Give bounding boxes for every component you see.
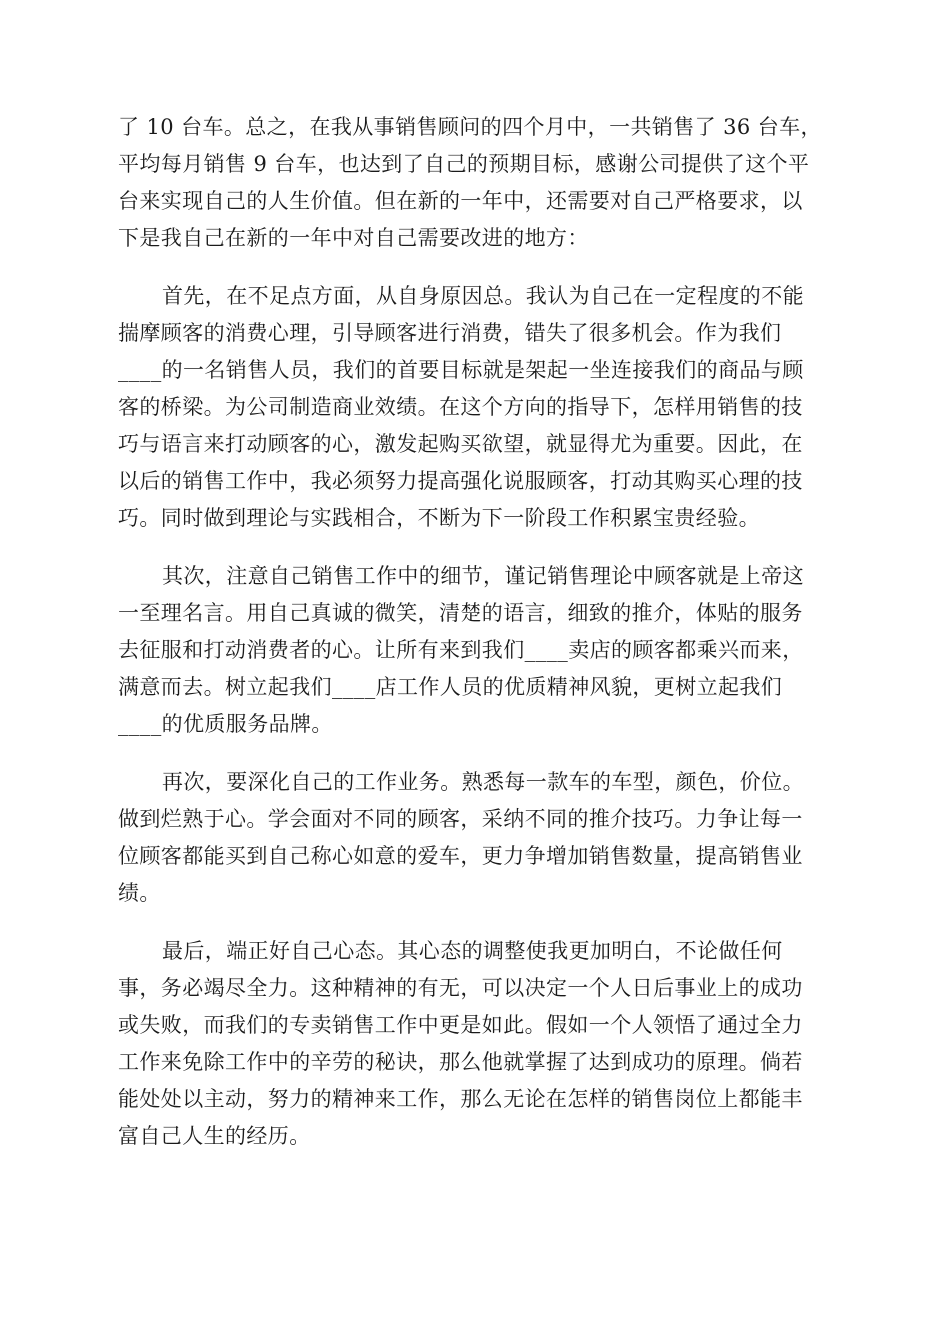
text-line: ____的优质服务品牌。	[118, 712, 333, 736]
text-line: 台来实现自己的人生价值。但在新的一年中，还需要对自己严格要求，以	[118, 189, 803, 213]
text-line: 做到烂熟于心。学会面对不同的顾客，采纳不同的推介技巧。力争让每一	[118, 807, 803, 831]
text-line: 满意而去。树立起我们____店工作人员的优质精神风貌，更树立起我们	[118, 675, 783, 699]
text-line: 平均每月销售 9 台车，也达到了自己的预期目标，感谢公司提供了这个平	[118, 152, 810, 176]
paragraph-1	[118, 109, 834, 257]
text-line: 事，务必竭尽全力。这种精神的有无，可以决定一个人日后事业上的成功	[118, 976, 803, 1000]
text-line: 绩。	[118, 881, 161, 905]
text-line: 位顾客都能买到自己称心如意的爱车，更力争增加销售数量，提高销售业	[118, 844, 803, 868]
text-line: 最后，端正好自己心态。其心态的调整使我更加明白，不论做任何	[162, 939, 783, 963]
text-line: 客的桥梁。为公司制造商业效绩。在这个方向的指导下，怎样用销售的技	[118, 395, 803, 419]
text-line: 以后的销售工作中，我必须努力提高强化说服顾客，打动其购买心理的技	[118, 469, 803, 493]
paragraph-4	[118, 764, 834, 912]
paragraph-5	[118, 933, 834, 1155]
paragraph-2	[118, 278, 834, 537]
text-line: 能处处以主动，努力的精神来工作，那么无论在怎样的销售岗位上都能丰	[118, 1087, 803, 1111]
text-line: 首先，在不足点方面，从自身原因总。我认为自己在一定程度的不能	[162, 284, 804, 308]
text-line: 富自己人生的经历。	[118, 1124, 311, 1148]
text-line: 工作来免除工作中的辛劳的秘诀，那么他就掌握了达到成功的原理。倘若	[118, 1050, 803, 1074]
text-line: 再次，要深化自己的工作业务。熟悉每一款车的车型，颜色，价位。	[162, 770, 804, 794]
text-line: 下是我自己在新的一年中对自己需要改进的地方：	[118, 226, 589, 250]
text-line: 或失败，而我们的专卖销售工作中更是如此。假如一个人领悟了通过全力	[118, 1013, 803, 1037]
text-line: 去征服和打动消费者的心。让所有来到我们____卖店的顾客都乘兴而来，	[118, 638, 804, 662]
text-line: 巧与语言来打动顾客的心，激发起购买欲望，就显得尤为重要。因此，在	[118, 432, 803, 456]
text-line: 巧。同时做到理论与实践相合，不断为下一阶段工作积累宝贵经验。	[118, 506, 760, 530]
text-line: ____的一名销售人员，我们的首要目标就是架起一坐连接我们的商品与顾	[118, 358, 804, 382]
text-line: 揣摩顾客的消费心理，引导顾客进行消费，错失了很多机会。作为我们	[118, 321, 782, 345]
paragraph-3	[118, 558, 834, 743]
text-line: 了 10 台车。总之，在我从事销售顾问的四个月中，一共销售了 36 台车，	[118, 115, 822, 139]
document-body	[118, 109, 834, 1176]
text-line: 一至理名言。用自己真诚的微笑，清楚的语言，细致的推介，体贴的服务	[118, 601, 803, 625]
text-line: 其次，注意自己销售工作中的细节，谨记销售理论中顾客就是上帝这	[162, 564, 804, 588]
